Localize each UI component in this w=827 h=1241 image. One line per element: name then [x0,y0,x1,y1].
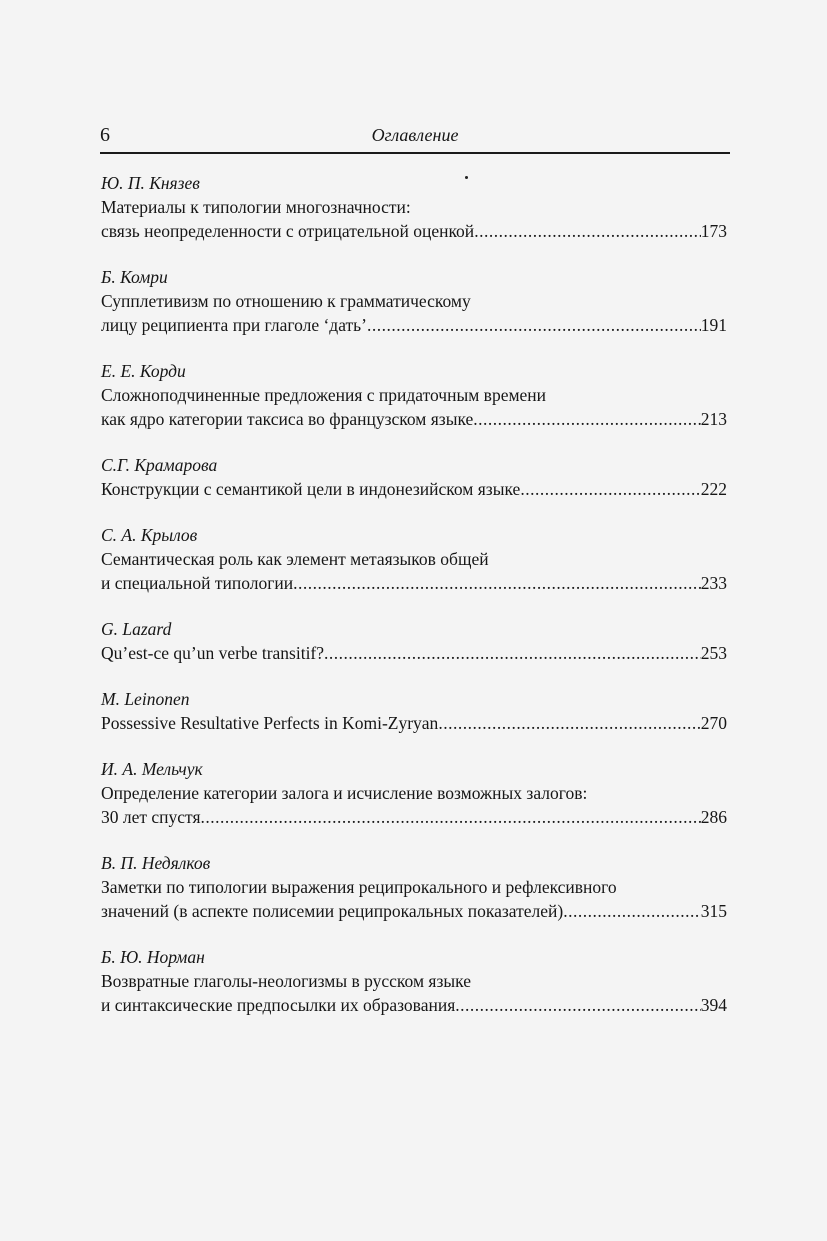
entry-page-number: 173 [700,221,727,241]
entry-title-last-line [101,219,727,243]
entry-page-number: 394 [700,995,727,1015]
toc-entry[interactable] [101,523,727,595]
entry-page-number: 213 [700,409,727,429]
header-rule [100,152,730,154]
dot-leader [563,899,701,923]
entry-title-last-line [101,993,727,1017]
entry-title-end: как ядро категории таксиса во французском языке [101,409,474,429]
entry-author: Е. Е. Корди [101,361,186,381]
entry-page-number: 315 [700,901,727,921]
entry-page-number: 286 [700,807,727,827]
entry-title-line: Возвратные глаголы-неологизмы в русском языке [101,971,471,991]
entry-title-line: Заметки по типологии выражения реципрокального и рефлексивного [101,877,617,897]
entry-title-last-line [101,313,727,337]
toc-entry[interactable] [101,265,727,337]
entry-page-number: 191 [700,315,727,335]
entry-title-last-line [101,477,727,501]
toc-entry[interactable] [101,617,727,665]
entry-title-end: связь неопределенности с отрицательной оценкой [101,221,475,241]
dot-leader [473,407,700,431]
entry-title-last-line [101,641,727,665]
page-number: 6 [100,124,110,146]
entry-page-number: 253 [700,643,727,663]
entry-author: M. Leinonen [101,689,190,709]
entry-author: G. Lazard [101,619,172,639]
dot-leader [520,477,700,501]
running-title: Оглавление [371,125,459,145]
entry-title-end: значений (в аспекте полисемии реципрокальных показателей) [101,901,564,921]
toc-entry[interactable] [101,757,727,829]
toc-entry[interactable] [101,171,727,243]
toc-entry[interactable] [101,359,727,431]
entry-author: Ю. П. Князев [101,173,200,193]
entry-page-number: 233 [700,573,727,593]
entry-title-last-line [101,571,727,595]
toc-entry[interactable] [101,687,727,735]
entry-author: С.Г. Крамарова [101,455,218,475]
entry-title-last-line [101,407,727,431]
entry-title-line: Материалы к типологии многозначности: [101,197,411,217]
table-of-contents [101,171,727,1017]
dot-leader [438,711,700,735]
dot-leader [293,571,701,595]
toc-entry[interactable] [101,453,727,501]
entry-title-line: Определение категории залога и исчисление возможных залогов: [101,783,588,803]
entry-title-last-line [101,805,727,829]
dot-leader [201,805,701,829]
entry-title-end: Конструкции с семантикой цели в индонезийском языке [101,479,521,499]
entry-page-number: 270 [700,713,727,733]
toc-entry[interactable] [101,851,727,923]
entry-author: Б. Ю. Норман [101,947,205,967]
entry-author: С. А. Крылов [101,525,198,545]
toc-entry[interactable] [101,945,727,1017]
dot-leader [455,993,700,1017]
entry-title-line: Семантическая роль как элемент метаязыков общей [101,549,489,569]
entry-author: В. П. Недялков [101,853,211,873]
entry-title-end: 30 лет спустя [101,807,201,827]
dot-leader [367,313,701,337]
entry-author: Б. Комри [101,267,168,287]
dot-leader [474,219,701,243]
entry-page-number: 222 [700,479,727,499]
entry-title-end: и специальной типологии [101,573,294,593]
dot-leader [324,641,701,665]
entry-title-end: Possessive Resultative Perfects in Komi-Zyryan [101,713,439,733]
entry-author: И. А. Мельчук [101,759,203,779]
entry-title-line: Супплетивизм по отношению к грамматическому [101,291,471,311]
entry-title-end: и синтаксические предпосылки их образования [101,995,456,1015]
entry-title-end: лицу реципиента при глаголе ‘дать’ [101,315,367,335]
entry-title-line: Сложноподчиненные предложения с придаточным времени [101,385,547,405]
page-header [100,122,730,148]
entry-title-last-line [101,899,727,923]
entry-title-end: Qu’est-ce qu’un verbe transitif? [101,643,325,663]
entry-title-last-line [101,711,727,735]
